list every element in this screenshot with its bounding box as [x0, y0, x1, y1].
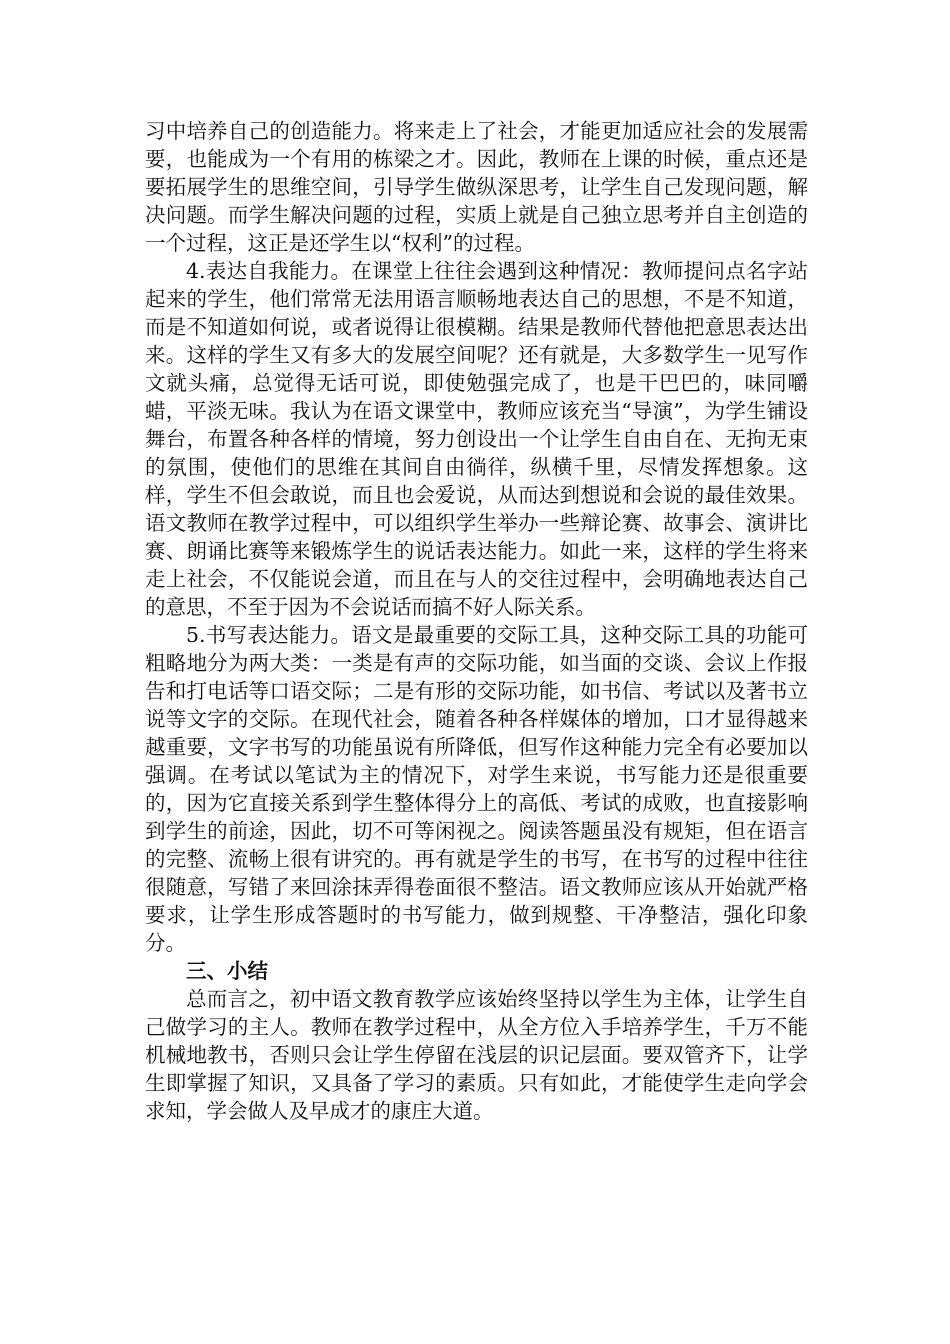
paragraph-self-expression: 4.表达自我能力。在课堂上往往会遇到这种情况：教师提问点名字站起来的学生，他们常常无法用语言顺畅地表达自己的思想，不是不知道，而是不知道如何说，或者说得让很模糊。结果是教师代替他把意思表达出来。这样的学生又有多大的发展空间呢？还有就是，大多数学生一见写作文就头痛，总觉得无话可说，即使勉强完成了，也是干巴巴的，味同嚼蜡，平淡无味。我认为在语文课堂中，教师应该充当“导演”，为学生铺设舞台，布置各种各样的情境，努力创设出一个让学生自由自在、无拘无束的氛围，使他们的思维在其间自由徜徉，纵横千里，尽情发挥想象。这样，学生不但会敢说，而且也会爱说，从而达到想说和会说的最佳效果。语文教师在教学过程中，可以组织学生举办一些辩论赛、故事会、演讲比赛、朗诵比赛等来锻炼学生的说话表达能力。如此一来，这样的学生将来走上社会，不仅能说会道，而且在与人的交往过程中，会明确地表达自己的意思，不至于因为不会说话而搞不好人际关系。 — [145, 259, 808, 619]
paragraph-written-expression: 5.书写表达能力。语文是最重要的交际工具，这种交际工具的功能可粗略地分为两大类：一类是有声的交际功能，如当面的交谈、会议上作报告和打电话等口语交际；二是有形的交际功能，如书信、考试以及著书立说等文字的交际。在现代社会，随着各种各样媒体的增加，口才显得越来越重要，文字书写的功能虽说有所降低，但写作这种能力完全有必要加以强调。在考试以笔试为主的情况下，对学生来说，书写能力还是很重要的，因为它直接关系到学生整体得分上的高低、考试的成败，也直接影响到学生的前途，因此，切不可等闲视之。阅读答题虽没有规矩，但在语言的完整、流畅上很有讲究的。再有就是学生的书写，在书写的过程中往往很随意，写错了来回涂抹弄得卷面很不整洁。语文教师应该从开始就严格要求，让学生形成答题时的书写能力，做到规整、干净整洁，强化印象分。 — [145, 623, 808, 955]
paragraph-summary: 总而言之，初中语文教育教学应该始终坚持以学生为主体，让学生自己做学习的主人。教师在教学过程中，从全方位入手培养学生，千万不能机械地教书，否则只会让学生停留在浅层的识记层面。要双管齐下，让学生即掌握了知识，又具备了学习的素质。只有如此，才能使学生走向学会求知，学会做人及早成才的康庄大道。 — [145, 987, 808, 1123]
document-page — [145, 117, 808, 1125]
section-heading-summary: 三、小结 — [186, 959, 268, 983]
paragraph-creativity-continued: 习中培养自己的创造能力。将来走上了社会，才能更加适应社会的发展需要，也能成为一个有用的栋梁之才。因此，教师在上课的时候，重点还是要拓展学生的思维空间，引导学生做纵深思考，让学生自己发现问题，解决问题。而学生解决问题的过程，实质上就是自己独立思考并自主创造的一个过程，这正是还学生以“权利”的过程。 — [145, 119, 808, 255]
